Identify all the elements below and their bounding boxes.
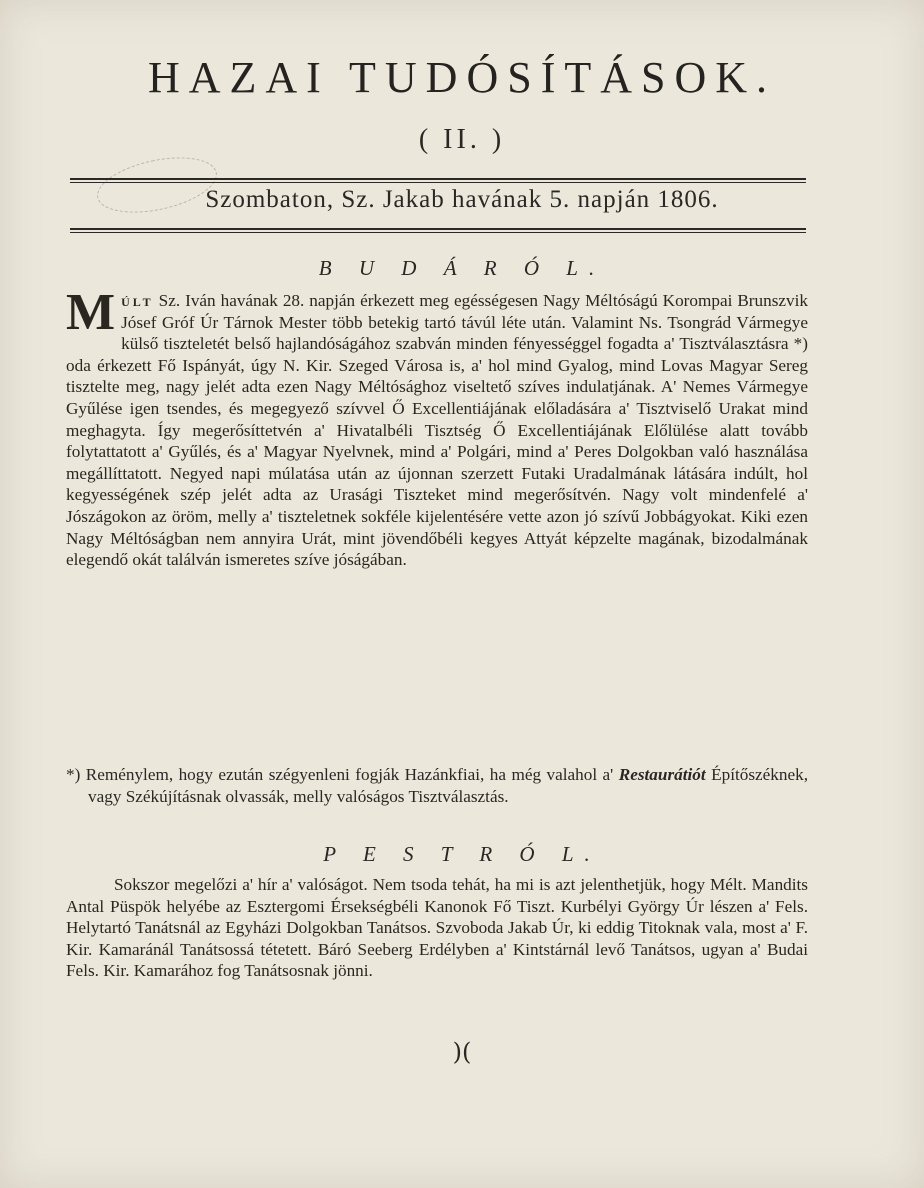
footnote-italic: Restaurátiót: [618, 765, 706, 784]
top-rule-thin: [70, 182, 806, 183]
top-rule: [70, 178, 806, 180]
article-buda-text: Sz. Iván havának 28. napján érkezett meg egésségesen Nagy Méltóságú Korompai Brunszvik Jósef Gróf Úr Tárnok Mester több betekig tartó távúl léte után. Valamint Ns. Tsongrád Vármegye külső tiszteletét belső hajlandóságához szabván minden fényességgel fogadta a' Tisztválasztásra *) oda érkezett Fő Ispányát, úgy N. Kir. Szeged Városa is, a' hol mind Gyalog, mind Lovas Magyar Sereg tisztelte meg, nagy jelét adta ezen Nagy Méltósághoz viseltető szíves indulatjának. A' Nemes Vármegye Gyűlése igen tsendes, és megegyező szívvel Ő Excellentiájának előladására a' Tisztviselő Urakat mind meghagyta. Így megerősíttetvén a' Hivatalbéli Tisztség Ő Excellentiájának Előlülése alatt tovább folytattatott a' Gyűlés, és a' Magyar Nyelvnek, mind a' Polgári, mind a' Peres Dolgokban való használása megállíttatott. Negyed napi múlatása után az újonnan szerzett Futaki Uradalmának látására indúlt, hol kegyességének szép jelét adta az Urasági Tiszteket mind megerősítvén. Nagy volt mindenfelé a' Jószágokon az öröm, melly a' tiszteletnek sokféle kijelentésére vette azon jó szívű Jobbágyokat. Kiki ezen Nagy Méltóságban nem annyira Urát, mint jövendőbéli kegyes Attyát képzelte magának, bizodalmának elegendő okát találván ismeretes szíve jóságában.: [66, 291, 808, 570]
section-heading-buda: B U D Á R Ó L.: [318, 256, 606, 280]
footnote-pre: *) Reménylem, hogy ezután szégyenleni fogják Hazánkfiai, ha még valahol a': [66, 765, 619, 784]
dateline: Szombaton, Sz. Jakab havának 5. napján 1806.: [205, 186, 719, 213]
end-ornament: )(: [452, 1038, 472, 1066]
masthead-title: HAZAI TUDÓSÍTÁSOK.: [147, 53, 777, 102]
footnote-post: Építőszéknek, vagy Székújításnak olvassák, melly valóságos Tisztválasztás.: [88, 765, 808, 806]
article-buda: [66, 284, 808, 571]
lead-word: últ: [121, 291, 154, 310]
footnote: [66, 764, 808, 807]
section-heading-pest: P E S T R Ó L.: [323, 842, 601, 866]
article-pest: Sokszor megelőzi a' hír a' valóságot. Nem tsoda tehát, ha mi is azt jelenthetjük, hogy Mélt. Mandits Antal Püspök helyébe az Esztergomi Érsekségbéli Kanonok Fő Tiszt. Kurbélyi György Úr lészen a' Fels. Helytartó Tanátsnál az Egyházi Dolgokban Tanátsos. Szvoboda Jakab Úr, ki eddig Titoknak vala, most a' F. Kir. Kamaránál Tanátsossá tétetett. Báró Seeberg Erdélyben a' Kintstárnál levő Tanátsos, ugyan a' Budai Fels. Kir. Kamarához fog Tanátsosnak jönni.: [66, 875, 808, 981]
bottom-rule-thin: [70, 232, 806, 233]
issue-number: ( II. ): [418, 124, 506, 155]
bottom-rule: [70, 228, 806, 230]
drop-cap: M: [66, 284, 116, 341]
